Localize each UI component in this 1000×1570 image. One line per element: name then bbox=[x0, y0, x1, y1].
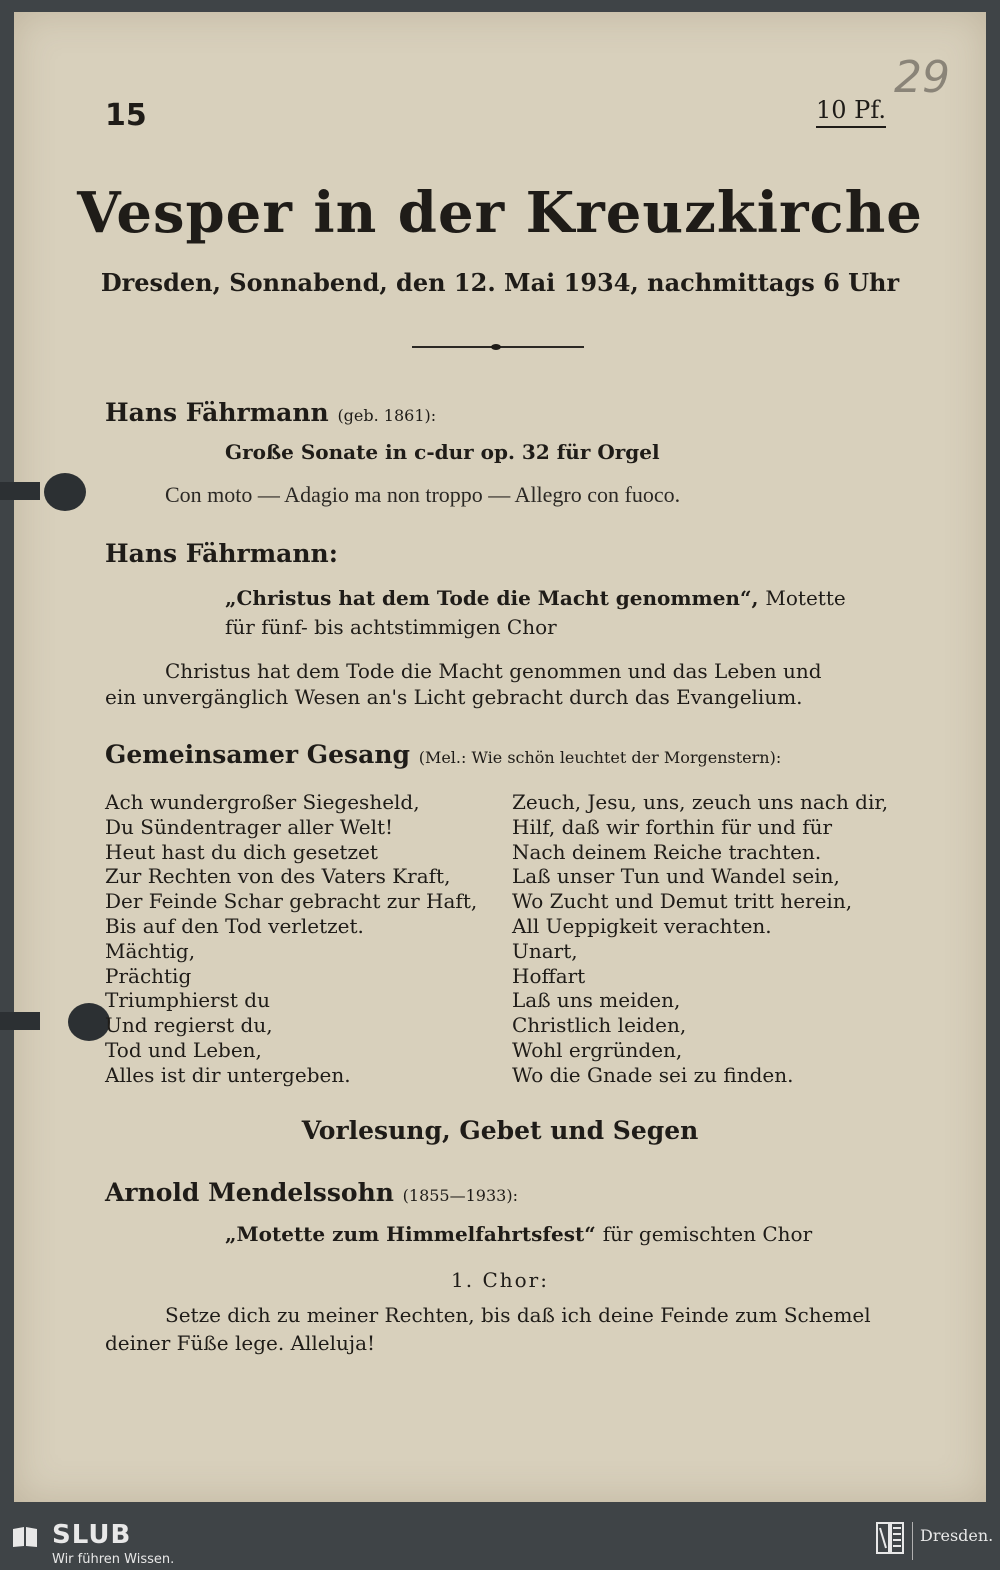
section2-text-line1: Christus hat dem Tode die Macht genommen und das Leben und bbox=[165, 659, 822, 683]
hymn-line: Triumphierst du bbox=[105, 988, 270, 1013]
program-number: 15 bbox=[105, 98, 147, 133]
city-coat-of-arms-icon bbox=[876, 1522, 904, 1554]
hymn-line: Prächtig bbox=[105, 963, 192, 988]
hymn-line: Du Sündentrager aller Welt! bbox=[105, 814, 394, 839]
hymn-line: Unart, bbox=[512, 938, 578, 963]
section4-heading: Vorlesung, Gebet und Segen bbox=[301, 1116, 699, 1145]
library-logo-name[interactable]: SLUB bbox=[52, 1520, 132, 1550]
hymn-line: Hoffart bbox=[512, 963, 586, 988]
page-title: Vesper in der Kreuzkirche bbox=[77, 180, 923, 246]
hymn-line: Christlich leiden, bbox=[512, 1013, 687, 1038]
hymn-line: Hilf, daß wir forthin für und für bbox=[512, 814, 833, 839]
document-page bbox=[14, 12, 986, 1502]
ornamental-divider bbox=[412, 346, 584, 348]
price-label: 10 Pf. bbox=[816, 96, 886, 128]
section1-composer-dates: (geb. 1861): bbox=[337, 406, 437, 425]
punch-hole-top bbox=[44, 473, 86, 511]
footer-separator bbox=[912, 1522, 913, 1560]
hymn-line: Bis auf den Tod verletzet. bbox=[105, 913, 364, 938]
section2-composer: Hans Fährmann: bbox=[105, 539, 338, 568]
hymn-line: Mächtig, bbox=[105, 938, 196, 963]
divider-ornament bbox=[491, 344, 501, 350]
section1-movements: Con moto — Adagio ma non troppo — Allegro con fuoco. bbox=[165, 482, 681, 507]
section5-work bbox=[225, 1222, 812, 1246]
punch-hole-bottom bbox=[68, 1003, 110, 1041]
hymn-line: Wo Zucht und Demut tritt herein, bbox=[512, 889, 853, 914]
section5-composer bbox=[105, 1178, 518, 1207]
section1-composer bbox=[105, 398, 436, 427]
hymn-line: Ach wundergroßer Siegesheld, bbox=[105, 790, 420, 814]
section5-text-line1: Setze dich zu meiner Rechten, bis daß ich deine Feinde zum Schemel bbox=[165, 1303, 871, 1327]
section5-composer-dates: (1855—1933): bbox=[402, 1186, 518, 1205]
hymn-line: Tod und Leben, bbox=[105, 1037, 262, 1062]
section1-work: Große Sonate in c-dur op. 32 für Orgel bbox=[225, 440, 660, 464]
hymn-line: Und regierst du, bbox=[105, 1013, 273, 1038]
page-subtitle: Dresden, Sonnabend, den 12. Mai 1934, nachmittags 6 Uhr bbox=[100, 268, 900, 297]
section5-composer-name: Arnold Mendelssohn bbox=[105, 1178, 394, 1207]
hymn-line: Laß unser Tun und Wandel sein, bbox=[512, 864, 840, 889]
section5-work-title: „Motette zum Himmelfahrtsfest“ bbox=[225, 1222, 596, 1246]
section5-part-label: 1. Chor: bbox=[451, 1268, 549, 1292]
section2-work bbox=[225, 586, 846, 610]
archive-pencil-mark: 29 bbox=[894, 52, 950, 103]
hymn-line: Der Feinde Schar gebracht zur Haft, bbox=[105, 889, 478, 914]
library-claim: Wir führen Wissen. bbox=[52, 1552, 175, 1567]
hymn-line: Zur Rechten von des Vaters Kraft, bbox=[105, 864, 451, 889]
punch-hole-bottom-tail bbox=[0, 1012, 40, 1030]
hymn-line: All Ueppigkeit verachten. bbox=[512, 913, 772, 938]
viewer-footer bbox=[0, 1516, 1000, 1570]
hymn-line: Nach deinem Reiche trachten. bbox=[512, 839, 822, 864]
hymn-line: Wo die Gnade sei zu finden. bbox=[512, 1062, 794, 1087]
section3-heading bbox=[105, 740, 781, 769]
hymn-verse-left bbox=[105, 790, 477, 1088]
hymn-verse-right bbox=[512, 790, 888, 1088]
section1-composer-name: Hans Fährmann bbox=[105, 398, 329, 427]
city-logo-text[interactable]: Dresden. bbox=[920, 1526, 994, 1545]
section2-text-line2: ein unvergänglich Wesen an's Licht gebracht durch das Evangelium. bbox=[105, 685, 803, 709]
hymn-line: Alles ist dir untergeben. bbox=[105, 1062, 351, 1087]
hymn-line: Heut hast du dich gesetzet bbox=[105, 839, 378, 864]
section5-work-genre: für gemischten Chor bbox=[602, 1222, 813, 1246]
section2-work-title: „Christus hat dem Tode die Macht genommen“, bbox=[225, 586, 759, 610]
hymn-line: Wohl ergründen, bbox=[512, 1037, 683, 1062]
punch-hole-top-tail bbox=[0, 482, 40, 500]
section3-heading-title: Gemeinsamer Gesang bbox=[105, 740, 410, 769]
section2-work-line2: für fünf- bis achtstimmigen Chor bbox=[225, 615, 557, 639]
section2-work-genre: Motette bbox=[765, 586, 846, 610]
section3-melody: (Mel.: Wie schön leuchtet der Morgenstern): bbox=[418, 748, 782, 767]
hymn-line: Laß uns meiden, bbox=[512, 988, 681, 1013]
book-icon bbox=[12, 1526, 38, 1548]
hymn-line: Zeuch, Jesu, uns, zeuch uns nach dir, bbox=[512, 790, 889, 814]
section5-text-line2: deiner Füße lege. Alleluja! bbox=[105, 1331, 376, 1355]
